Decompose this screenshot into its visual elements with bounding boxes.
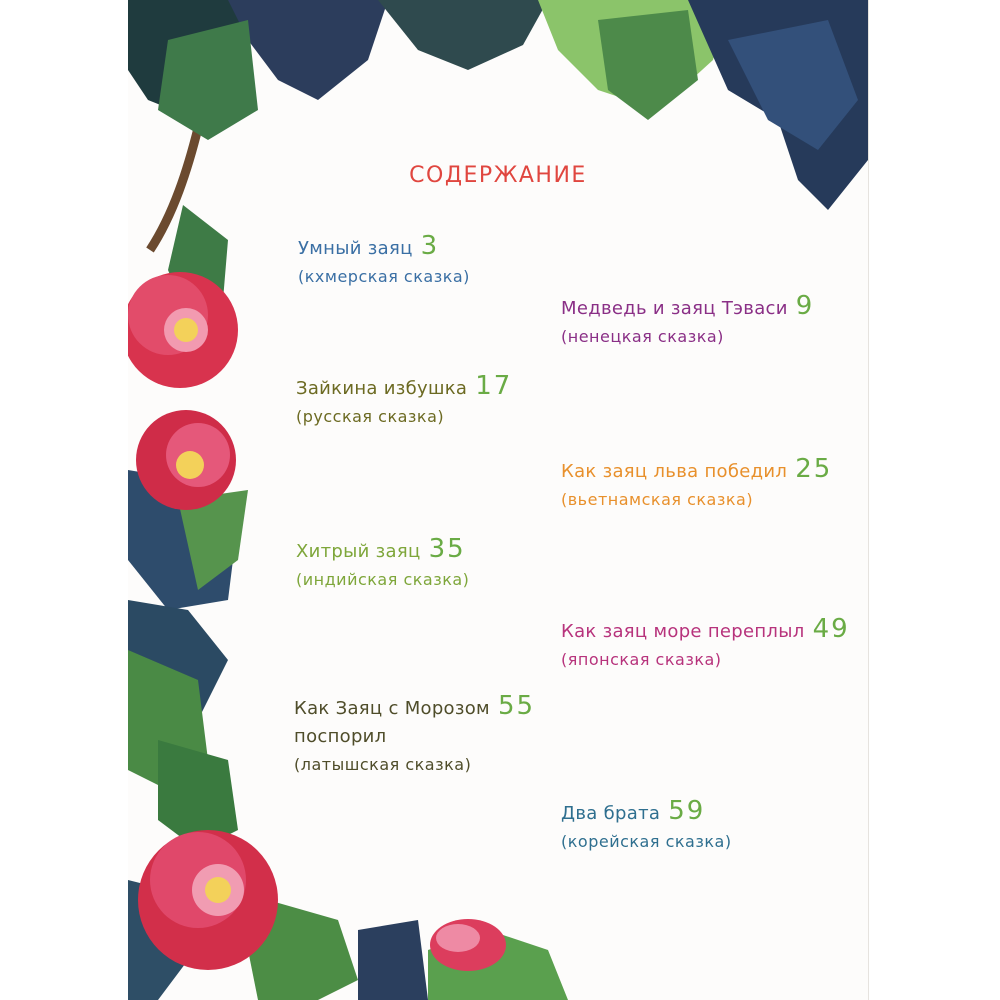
entry-page-number: 9 — [795, 291, 815, 321]
entry-origin: (кхмерская сказка) — [298, 267, 470, 286]
entry-page-number: 35 — [428, 534, 466, 564]
entry-title-continued: поспорил — [294, 726, 387, 747]
toc-entry-2[interactable] — [561, 292, 814, 351]
entry-page-number: 17 — [475, 371, 513, 401]
toc-entry-5[interactable] — [296, 535, 469, 594]
entry-page-number: 25 — [795, 454, 833, 484]
entry-title: Медведь и заяц Тэваси — [561, 298, 788, 319]
toc-entry-4[interactable] — [561, 455, 832, 514]
toc-entry-6[interactable] — [561, 615, 850, 674]
entry-page-number: 49 — [812, 614, 850, 644]
entry-title: Зайкина избушка — [296, 378, 468, 399]
entry-page-number: 59 — [668, 796, 706, 826]
entry-page-number: 3 — [420, 231, 440, 261]
leaf-dark-top-mid — [378, 0, 548, 70]
entry-origin: (индийская сказка) — [296, 570, 470, 589]
flower-camellia-bud — [430, 919, 506, 971]
book-page — [128, 0, 868, 1000]
toc-entry-1[interactable] — [298, 232, 470, 291]
entry-title: Умный заяц — [298, 238, 413, 259]
entry-origin: (вьетнамская сказка) — [561, 490, 754, 509]
leaf-green-top-2 — [598, 10, 698, 120]
entry-title: Два брата — [561, 803, 661, 824]
entry-origin: (корейская сказка) — [561, 832, 732, 851]
toc-entry-3[interactable] — [296, 372, 512, 431]
entry-origin: (русская сказка) — [296, 407, 445, 426]
toc-entry-7[interactable] — [294, 692, 535, 779]
entry-page-number: 55 — [497, 691, 536, 721]
flower-camellia-3 — [138, 830, 278, 970]
entry-title: Как Заяц с Морозом — [294, 698, 490, 719]
entry-title: Хитрый заяц — [296, 541, 421, 562]
entry-origin: (латышская сказка) — [294, 755, 472, 774]
entry-title: Как заяц море переплыл — [561, 621, 805, 642]
flower-camellia-2 — [136, 410, 236, 510]
entry-origin: (японская сказка) — [561, 650, 722, 669]
entry-origin: (ненецкая сказка) — [561, 327, 724, 346]
entry-title: Как заяц льва победил — [561, 461, 788, 482]
toc-title: СОДЕРЖАНИЕ — [409, 163, 587, 188]
toc-entry-8[interactable] — [561, 797, 732, 856]
leaf-dark-bottom — [358, 920, 428, 1000]
